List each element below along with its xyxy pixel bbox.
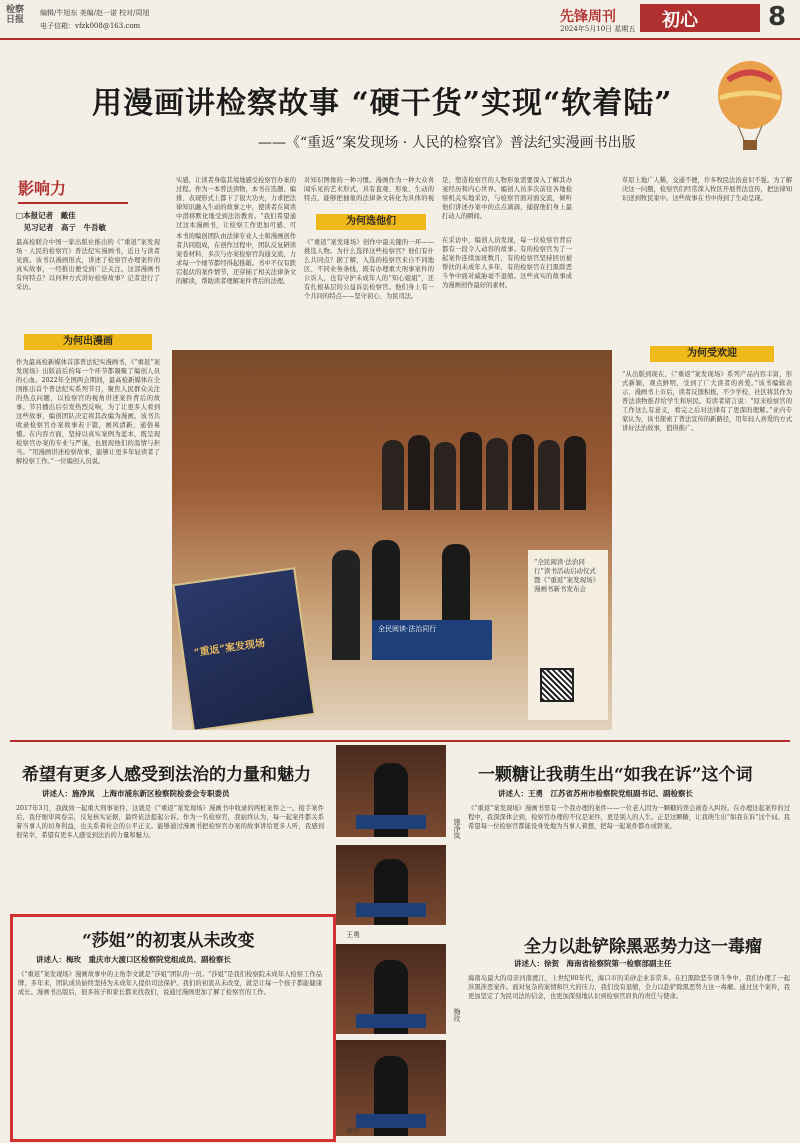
hot-air-balloon-icon xyxy=(710,60,790,155)
stage-banner xyxy=(372,620,492,660)
stage-banner-text: 全民阅读·法治同行 xyxy=(378,625,437,633)
influence-tag xyxy=(18,176,128,204)
masthead xyxy=(0,0,800,40)
story2-byline: 讲述人：梅玫 重庆市大渡口区检察院党组成员、副检察长 xyxy=(36,955,231,964)
main-headline: 用漫画讲检察故事 “硬干货”实现“软着陆” xyxy=(92,86,673,121)
editors-line: 编辑/牛旭东 美编/赵一诺 校对/周旭 xyxy=(40,9,150,17)
caption-xu: 徐贺 xyxy=(346,1127,360,1135)
qr-code-icon xyxy=(540,668,574,702)
article-col-2a: 实感，让读者身临其境地感受检察官办案的过程。作为一本普法读物，本书在选题、编排、表现形式上都下了很大功夫，力求把法律知识融入生动的故事之中，使读者在阅读中潜移默化地受到法治教育。“我们希望通过这本漫画书，让检察工作更加可感、可 xyxy=(176,177,296,229)
caption-wang: 王勇 xyxy=(346,931,360,939)
article-col-3b: 《“重返”案发现场》创作中最关键的一环——挑选人物。为什么选择这些检察官？他们有什么共同点？据了解，入选的检察官来自不同地区、不同业务条线，既有办理重大刑事案件的公诉人，也有守护未成年人的“知心姐姐”，还有扎根基层的公益诉讼检察官。他们身上有一个共同的特点——坚守初心、为民司法。 xyxy=(304,239,434,300)
main-subtitle: ——《“重返”案发现场 · 人民的检察官》普法纪实漫画书出版 xyxy=(258,135,636,151)
article-col-5a: 草原上地广人稀，交通不便，许多牧民法治意识不强。为了解决这一问题，检察官们经常深入牧区开展普法宣传，把法律知识送到牧民家中。这些故事在书中得到了生动呈现。 xyxy=(622,177,792,202)
story3-text: 《“重返”案发现场》漫画书里有一个我办理的案件——一位老人因为一颗糖的误会被卷入纠纷。在办理这起案件的过程中，我深深体会到，检察官办理的不仅是案件，更是别人的人生。正是这颗糖，让我萌生出“如我在诉”这个词。我希望每一位检察官都能设身处地为当事人着想，把每一起案件都办成铁案。 xyxy=(468,805,790,830)
subhead-why-popular: 为何受欢迎 xyxy=(650,346,774,362)
email-line: 电子信箱：vfzk008@163.com xyxy=(40,22,141,30)
speaker-photo-wang xyxy=(336,845,446,925)
book-cover-title: “重返”案发现场 xyxy=(193,638,266,659)
story4-headline: 全力以赴铲除黑恶势力这一毒瘤 xyxy=(524,937,762,957)
article-col-1b: 作为最高检新媒体首部普法纪实漫画书，《“重返”案发现场》出版前后的每一个环节都凝聚了编创人员的心血。2022年全国两会期间，最高检新媒体在全国推出首个普法纪实系列节目，聚焦人民群众关注的热点问题，以检察官的视角讲述案件背后的故事。节目播出后引发热烈反响，为了让更多人看到这些故事，编创团队决定将其改编为漫画。该书共收录检察官办案故事若干篇，画风清新，通俗易懂。在内容方面，坚持以真实案例为蓝本，既呈现检察官办案的专业与严谨，也展现他们的温情与担当。“用漫画讲述检察故事，能够让更多年轻读者了解检察工作。”一位编创人员说。 xyxy=(16,359,160,465)
book-cover xyxy=(172,567,316,730)
story2-text: 《“重返”案发现场》漫画故事中的主角李文就是“莎姐”团队的一员。“莎姐”是我们检察院未成年人检察工作品牌，多年来，团队成员始终坚持为未成年人提供司法保护。我们的初衷从未改变，就是让每一个孩子都能健康成长。漫画书出版后，很多孩子和家长都来找我们，说通过漫画更加了解了检察官的工作。 xyxy=(18,971,322,996)
article-col-5b: “从出版到现在，《“重返”案发现场》系列产品内容丰富，形式新颖，观点鲜明，受到了广大读者的喜爱。”该书编辑表示，漫画书上市后，读者反馈积极，不少学校、社区将其作为普法读物推荐给学生和居民。有读者留言说：“原来检察官的工作这么有意义，看完之后对法律有了更深的理解。”业内专家认为，该书探索了普法宣传的新路径，用年轻人喜爱的方式讲好法治故事，值得推广。 xyxy=(622,371,792,432)
event-poster-text: “全民阅读·法治同行”读书活动启动仪式暨《“重返”案发现场》漫画书新书发布会 xyxy=(534,558,600,593)
reporter-line-2: 见习记者 高亍 牛吾敏 xyxy=(16,223,106,232)
story1-byline: 讲述人：施净岚 上海市浦东新区检察院检委会专职委员 xyxy=(42,789,230,798)
article-col-3a: 对知识图像的一种习惯。漫画作为一种大众喜闻乐见的艺术形式，具有直观、形象、生动的特点，能够把抽象的法律条文转化为具体的视 xyxy=(304,177,434,202)
speaker-photo-shi xyxy=(336,745,446,837)
column-name: 初心 xyxy=(662,10,698,31)
newspaper-logo: 检察日报 xyxy=(6,5,25,25)
subhead-why-comics: 为何出漫画 xyxy=(24,334,152,350)
caption-shi: 施净岚 xyxy=(453,818,461,839)
column-badge xyxy=(640,4,760,32)
article-col-2b: 本书的编创团队由法律专业人士和漫画创作者共同组成，在创作过程中，团队反复研读案卷材料，多次与办案检察官沟通交流，力求每一个细节都经得起推敲。书中不仅有跌宕起伏的案件情节，还穿插了相关法律条文的解读，帮助读者理解案件背后的法理。 xyxy=(176,233,296,285)
story2-headline: “莎姐”的初衷从未改变 xyxy=(82,931,255,951)
reporter-line: □本报记者 戴佳 xyxy=(16,211,76,220)
event-poster xyxy=(528,550,608,720)
page-number: 8 xyxy=(768,2,787,32)
influence-tag-text: 影响力 xyxy=(18,179,67,198)
story3-headline: 一颗糖让我萌生出“如我在诉”这个词 xyxy=(478,765,753,785)
section-divider xyxy=(10,740,790,742)
launch-event-photo xyxy=(172,350,612,730)
story4-byline: 讲述人：徐贺 海南省检察院第一检察部副主任 xyxy=(514,959,672,968)
story3-byline: 讲述人：王勇 江苏省苏州市检察院党组副书记、副检察长 xyxy=(498,789,693,798)
story4-text: 海南岛最大的母亲河南渡江，上世纪80年代，海口市的采砂企业非常多。在扫黑除恶专项斗争中，我们办理了一起涉黑涉恶案件。面对复杂的案情和巨大的压力，我们没有退缩，全力以赴铲除黑恶势力这一毒瘤。通过这个案件，我更加坚定了为民司法的信念，也更加深刻地认识到检察官肩负的责任与使命。 xyxy=(468,975,790,1000)
section-name: 先锋周刊 xyxy=(560,9,616,25)
caption-mei: 梅玫 xyxy=(453,1008,461,1022)
speaker-photo-xu xyxy=(336,1040,446,1136)
issue-date: 2024年5月10日 星期五 xyxy=(560,25,636,33)
story1-headline: 希望有更多人感受到法治的力量和魅力 xyxy=(22,765,311,785)
subhead-why-them: 为何选他们 xyxy=(316,214,426,230)
article-col-1a: 最高检联合中国一家出版社推出的《“重返”案发现场 · 人民的检察官》普法纪实漫画书，近日与读者见面。该书以漫画形式，讲述了检察官办理案件的真实故事，一经推出便受到广泛关注。这部漫画书有何特点？以何种方式讲好检察故事？记者进行了采访。 xyxy=(16,239,160,291)
article-col-4a: 是，塑造检察官的人物形象需要深入了解其办案经历和内心世界。编创人员多次前往各地检察机关实地采访，与检察官面对面交流，倾听他们讲述办案中的点点滴滴，捕捉他们身上最打动人的瞬间。 xyxy=(442,177,572,220)
group-silhouettes xyxy=(382,420,602,510)
article-col-4b: 在采访中，编创人员发现，每一位检察官背后都有一段令人动容的故事。有的检察官为了一起案件连续加班数月，有的检察官坚持回访被帮扶的未成年人多年，有的检察官在扫黑除恶斗争中面对威胁毫不退缩。这些真实的故事成为漫画创作最好的素材。 xyxy=(442,237,572,289)
story1-text: 2017年3月，我做到一起重大刑事案件，这就是《“重返”案发现场》漫画书中收录的两桩案件之一。接手案件后，我仔细审阅卷宗，反复核实证据，最终依法提起公诉。作为一名检察官，我始终认为，每一起案件都关系着当事人的切身利益，也关系着社会的公平正义。能够通过漫画书把检察官办案的故事讲给更多人听，我感到很荣幸，希望有更多人感受到法治的力量和魅力。 xyxy=(16,805,324,839)
speaker-photo-mei xyxy=(336,944,446,1034)
